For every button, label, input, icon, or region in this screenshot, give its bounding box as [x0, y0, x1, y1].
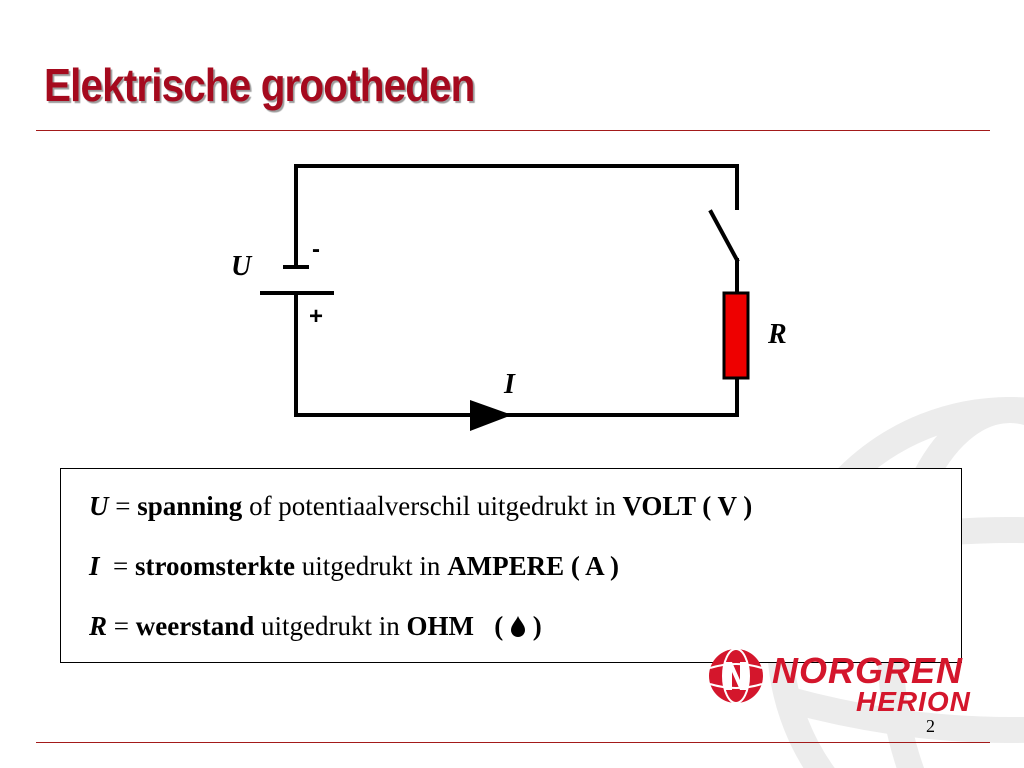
slide-title: Elektrische grootheden	[44, 59, 475, 111]
definition-text: uitgedrukt in	[254, 611, 407, 641]
minus-sign: -	[312, 236, 320, 263]
definition-symbol: R	[89, 611, 108, 641]
definition-term: stroomsterkte	[135, 551, 295, 581]
resistor-label: R	[768, 319, 787, 350]
voltage-label: U	[231, 251, 252, 282]
definition-text: uitgedrukt in	[294, 551, 448, 581]
wire-bottom	[296, 293, 737, 415]
logo-text-norgren: NORGREN	[772, 650, 964, 691]
company-logo	[706, 646, 1006, 717]
definition-term: spanning	[137, 491, 243, 521]
resistor	[724, 293, 748, 378]
definition-unit-close: )	[525, 611, 542, 641]
definition-equals: =	[99, 551, 135, 581]
definition-term: weerstand	[135, 611, 255, 641]
wire-top	[296, 166, 737, 267]
definition-voltage	[89, 491, 752, 522]
definition-unit: OHM (	[406, 611, 510, 641]
switch-lever	[711, 212, 737, 260]
plus-sign: +	[309, 303, 324, 330]
definition-unit: AMPERE ( A )	[447, 551, 619, 581]
definition-equals: =	[107, 611, 136, 641]
definition-unit: VOLT ( V )	[622, 491, 753, 521]
definition-resistance	[89, 611, 542, 642]
footer-divider	[36, 742, 990, 743]
current-label: I	[504, 369, 515, 400]
ohm-flame-icon	[510, 615, 526, 637]
logo-text-herion: HERION	[856, 686, 971, 717]
definitions-box	[60, 468, 962, 663]
definition-equals: =	[108, 491, 138, 521]
definition-text: of potentiaalverschil uitgedrukt in	[242, 491, 623, 521]
definition-symbol: I	[89, 551, 100, 581]
page-number: 2	[926, 716, 935, 736]
current-arrow-icon	[470, 400, 512, 431]
logo-globe-icon	[706, 646, 766, 706]
definition-current	[89, 551, 619, 582]
definition-symbol: U	[89, 491, 109, 521]
